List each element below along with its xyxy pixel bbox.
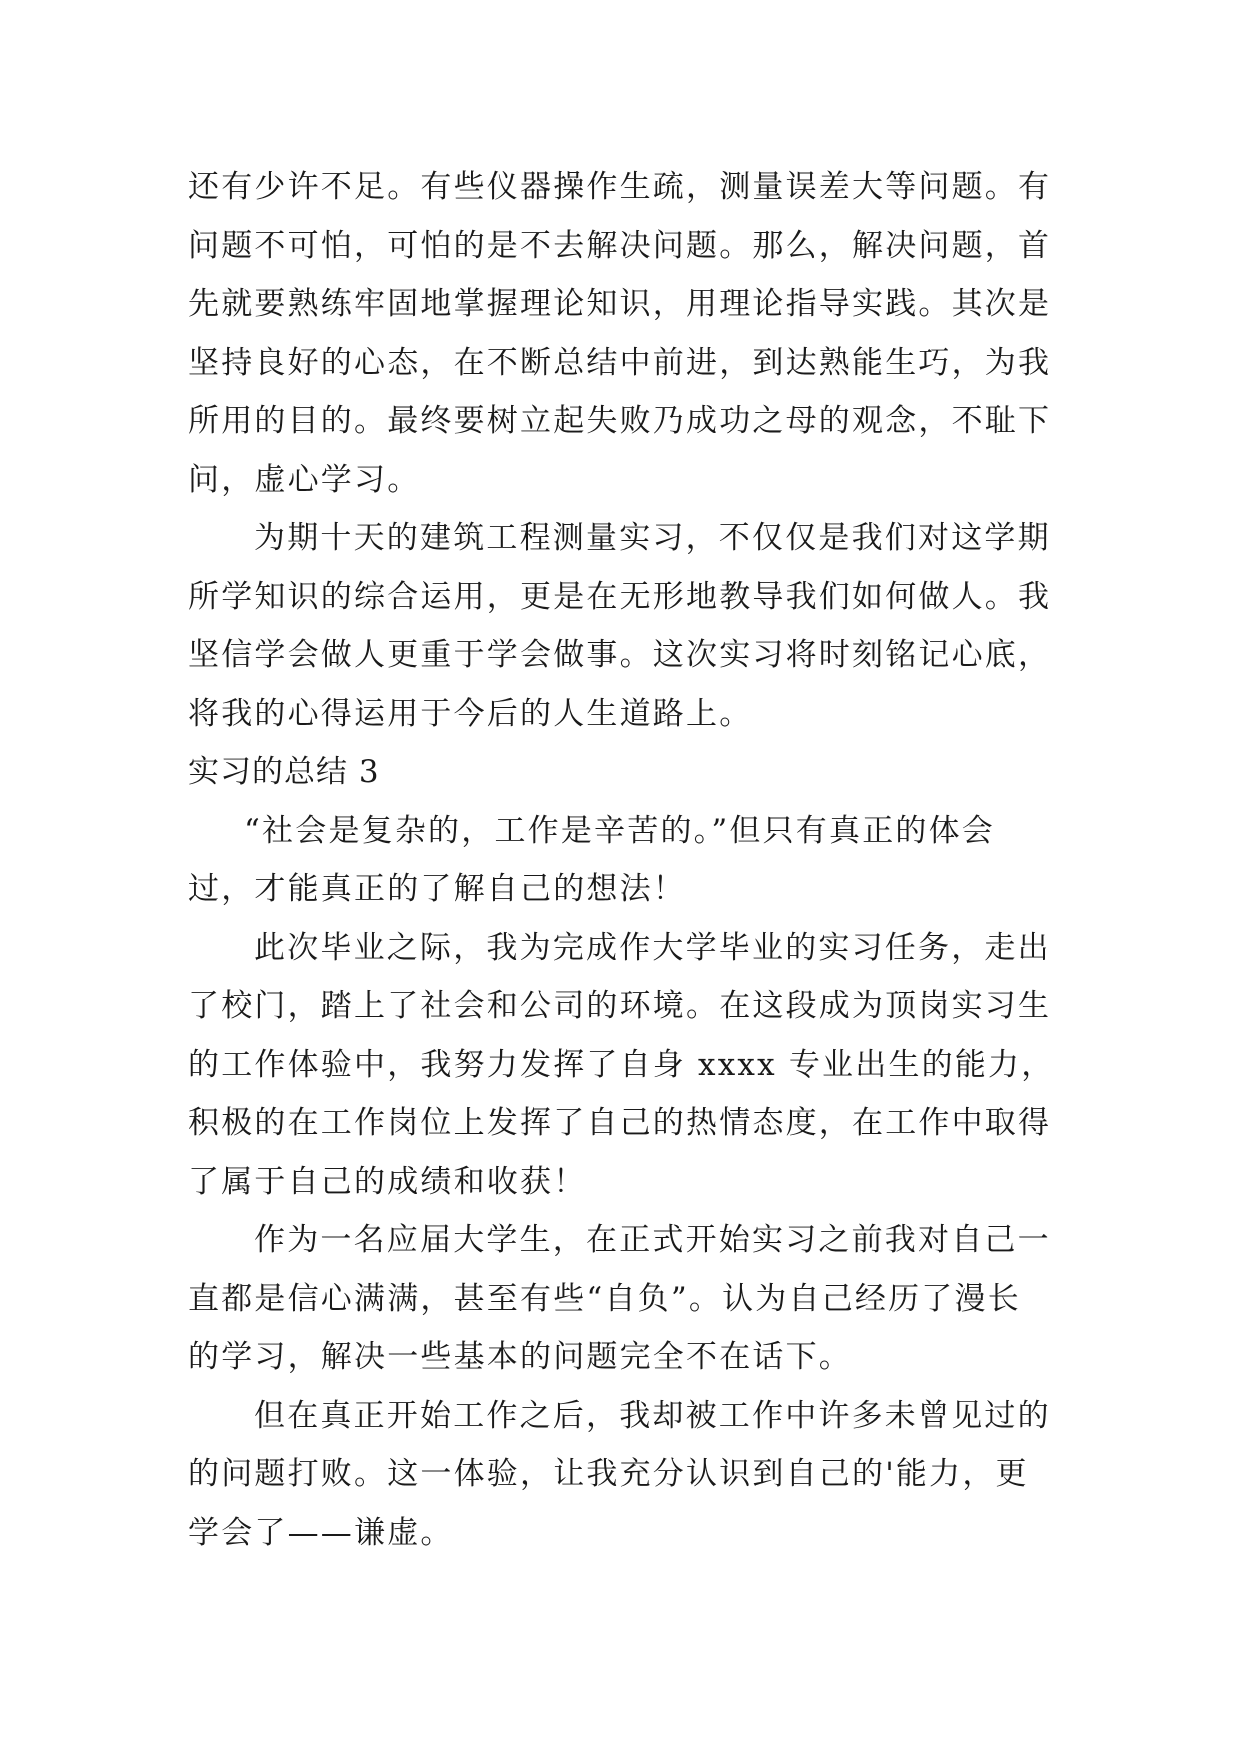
text-line: 还有少许不足。有些仪器操作生疏，测量误差大等问题。有 bbox=[188, 169, 1052, 205]
text-line: 过，才能真正的了解自己的想法！ bbox=[188, 871, 686, 907]
document-body bbox=[188, 158, 1068, 1562]
paragraph-start-line: 此次毕业之际，我为完成作大学毕业的实习任务，走出 bbox=[254, 929, 1051, 966]
text-line: 所学知识的综合运用，更是在无形地教导我们如何做人。我 bbox=[188, 578, 1052, 615]
paragraph-start-line: “社会是复杂的，工作是辛苦的。”但只有真正的体会 bbox=[244, 812, 995, 849]
text-line: 所用的目的。最终要树立起失败乃成功之母的观念，不耻下 bbox=[188, 403, 1052, 439]
text-line: 坚信学会做人更重于学会做事。这次实习将时刻铭记心底， bbox=[188, 637, 1052, 673]
text-line: 积极的在工作岗位上发挥了自己的热情态度，在工作中取得 bbox=[188, 1105, 1052, 1141]
text-line: 了校门，踏上了社会和公司的环境。在这段成为顶岗实习生 bbox=[188, 988, 1052, 1024]
text-line: 问题不可怕，可怕的是不去解决问题。那么，解决问题，首 bbox=[188, 227, 1052, 264]
text-line: 学会了——谦虚。 bbox=[188, 1514, 454, 1551]
text-line: 将我的心得运用于今后的人生道路上。 bbox=[188, 695, 753, 732]
text-line: 直都是信心满满，甚至有些“自负”。认为自己经历了漫长 bbox=[188, 1280, 1021, 1317]
text-line: 坚持良好的心态，在不断总结中前进，到达熟能生巧，为我 bbox=[188, 344, 1052, 381]
paragraph-start-line: 为期十天的建筑工程测量实习，不仅仅是我们对这学期 bbox=[254, 520, 1051, 556]
text-line: 问，虚心学习。 bbox=[188, 461, 421, 498]
text-line: 先就要熟练牢固地掌握理论知识，用理论指导实践。其次是 bbox=[188, 286, 1052, 322]
text-line: 的学习，解决一些基本的问题完全不在话下。 bbox=[188, 1339, 852, 1375]
text-line: 的工作体验中，我努力发挥了自身 xxxx 专业出生的能力， bbox=[188, 1046, 1055, 1083]
paragraph-start-line: 但在真正开始工作之后，我却被工作中许多未曾见过的 bbox=[254, 1397, 1051, 1434]
paragraph-start-line: 作为一名应届大学生，在正式开始实习之前我对自己一 bbox=[254, 1222, 1051, 1258]
text-line: 了属于自己的成绩和收获！ bbox=[188, 1163, 587, 1200]
section-heading: 实习的总结 3 bbox=[188, 754, 380, 790]
text-line: 的问题打败。这一体验，让我充分认识到自己的'能力，更 bbox=[188, 1456, 1029, 1492]
